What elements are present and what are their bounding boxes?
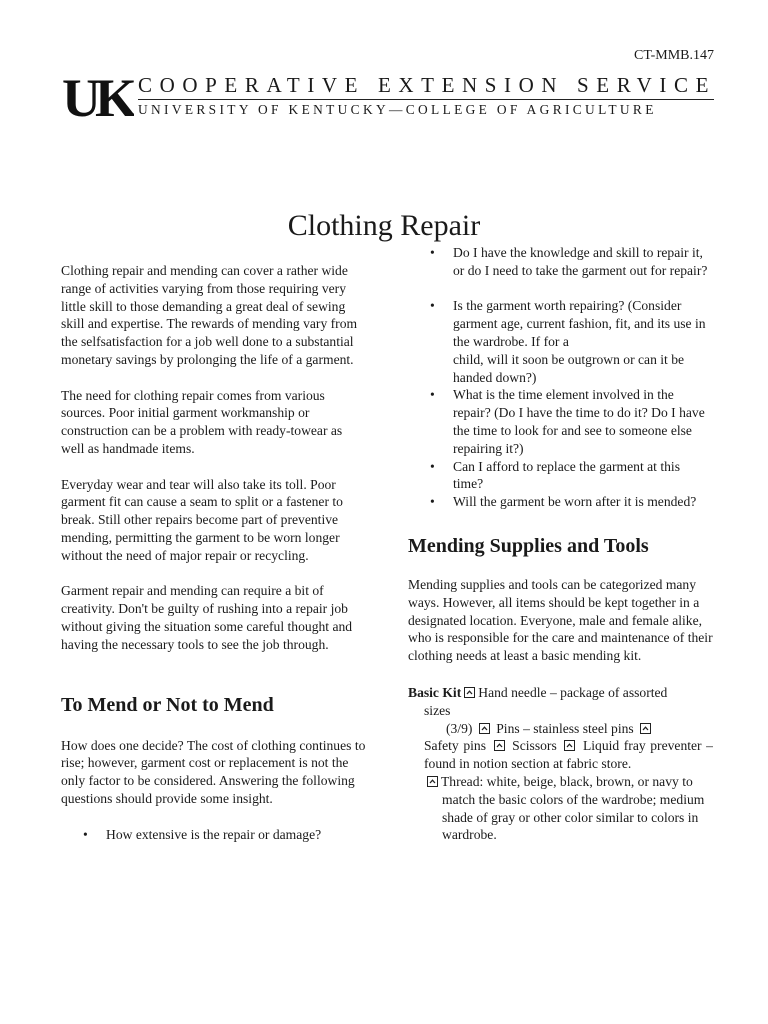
basic-kit: Basic Kit Hand needle – package of assorted sizes (3/9) Pins – stainless steel pins Safety pins Scissors Liquid fray preventer – found in notion section at fabric store. Thread: white, beige, black, brown, or navy to match the basic colors of the wardrobe; medium shade of gray or other color similar to colors in wardrobe. bbox=[408, 684, 713, 843]
uk-logo bbox=[62, 74, 134, 120]
checkbox-icon bbox=[427, 776, 438, 787]
masthead bbox=[62, 73, 717, 120]
right-column bbox=[408, 244, 713, 844]
org-name: COOPERATIVE EXTENSION SERVICE bbox=[138, 73, 717, 97]
document-id: CT-MMB.147 bbox=[633, 48, 714, 63]
list-item: • Will the garment be worn after it is mended? bbox=[430, 494, 697, 510]
checkbox-icon bbox=[564, 740, 575, 751]
uk-logo-text: UK bbox=[62, 74, 131, 120]
checkbox-icon bbox=[464, 687, 475, 698]
bullet-icon: • bbox=[430, 245, 435, 260]
decide-paragraph: How does one decide? The cost of clothing continues to rise; however, garment cost or replacement is not the only factor to be considered. Answering the following questions should provide some insight. bbox=[61, 737, 366, 806]
checkbox-icon bbox=[640, 723, 651, 734]
question-list-left bbox=[61, 826, 366, 844]
question-list-right-2 bbox=[408, 297, 713, 511]
intro-paragraph: Clothing repair and mending can cover a rather wide range of activities varying from those requiring very little skill to those demanding a great deal of sewing skill and expertise. The rewards of mending vary from the selfsatisfaction for a job well done to a substantial monetary savings by prolonging the life of a garment. bbox=[61, 263, 358, 367]
checkbox-icon bbox=[494, 740, 505, 751]
wear-paragraph: Everyday wear and tear will also take its toll. Poor garment fit can cause a seam to split or a fastener to break. Still other repairs become part of preventive mending, permitting the garment to be worn longer without the need of major repair or recycling. bbox=[61, 476, 343, 563]
bullet-icon: • bbox=[430, 298, 435, 314]
bullet-icon: • bbox=[83, 826, 88, 842]
left-column bbox=[61, 262, 366, 843]
section-heading-supplies: Mending Supplies and Tools bbox=[408, 534, 649, 557]
section-heading-mend: To Mend or Not to Mend bbox=[61, 693, 274, 716]
basic-kit-label: Basic Kit bbox=[408, 684, 462, 700]
bullet-icon: • bbox=[430, 387, 435, 403]
list-item: • Do I have the knowledge and skill to repair it, or do I need to take the garment out for repair? bbox=[430, 245, 708, 278]
bullet-icon: • bbox=[430, 458, 435, 474]
list-item: • Is the garment worth repairing? (Consider garment age, current fashion, fit, and its use in the wardrobe. If for a child, will it soon be outgrown or can it be handed down?) bbox=[430, 298, 706, 385]
supplies-paragraph: Mending supplies and tools can be categorized many ways. However, all items should be kept together in a designated location. Everyone, male and female alike, who is responsible for the care and maintenance of their clothing needs at least a basic mending kit. bbox=[408, 576, 713, 664]
checkbox-icon bbox=[479, 723, 490, 734]
page-title: Clothing Repair bbox=[287, 209, 481, 242]
bullet-icon: • bbox=[430, 494, 435, 510]
list-item: • How extensive is the repair or damage? bbox=[83, 826, 322, 842]
need-paragraph: The need for clothing repair comes from various sources. Poor initial garment workmanship or construction can be a problem with ready-towear as well as handmade items. bbox=[61, 387, 343, 456]
list-item: • Can I afford to replace the garment at this time? bbox=[430, 458, 680, 492]
university-name: UNIVERSITY OF KENTUCKY—COLLEGE OF AGRICULTURE bbox=[138, 102, 657, 117]
question-list-right bbox=[408, 244, 713, 280]
header-rule bbox=[138, 99, 714, 100]
list-item: • What is the time element involved in the repair? (Do I have the time to do it? Do I have the time to look for and see to someone else repairing it?) bbox=[430, 387, 705, 456]
creativity-paragraph: Garment repair and mending can require a bit of creativity. Don't be guilty of rushing into a repair job without giving the situation some careful thought and having the necessary tools to see the job through. bbox=[61, 583, 353, 652]
